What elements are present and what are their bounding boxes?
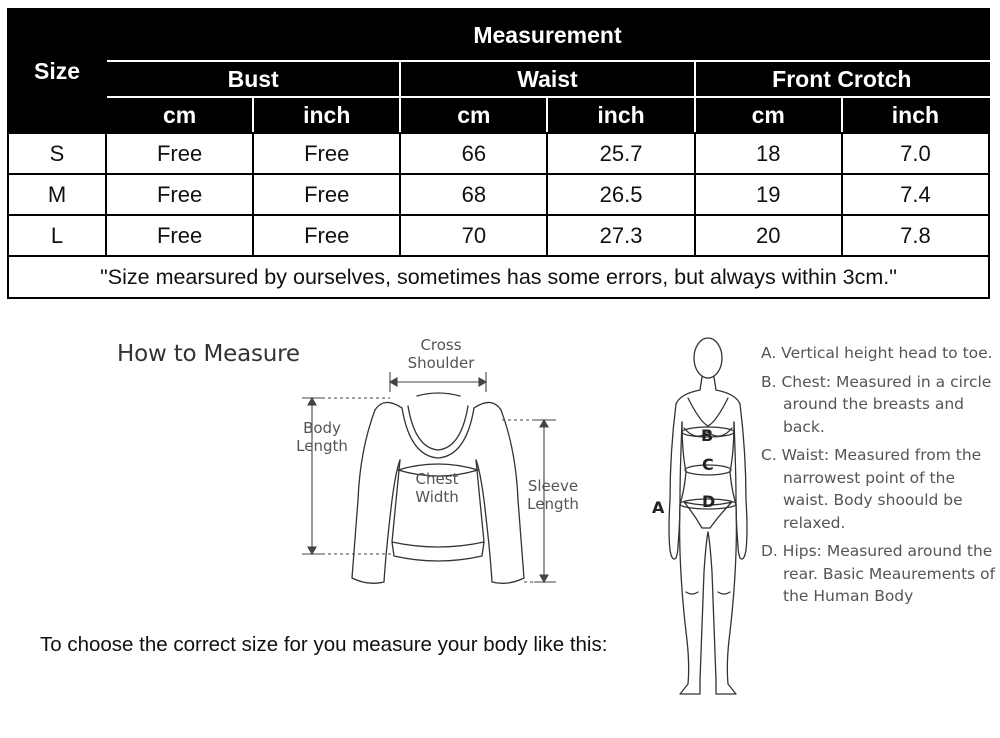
cross-shoulder-text: Cross Shoulder: [407, 336, 475, 372]
figure-letter-c: C: [702, 455, 714, 474]
sleeve-length-text: Sleeve Length: [527, 477, 579, 513]
table-cell: Free: [253, 133, 400, 174]
unit-header: inch: [547, 97, 694, 133]
sleeve-length-label: [518, 477, 588, 513]
table-cell: 19: [695, 174, 842, 215]
unit-header: cm: [106, 97, 253, 133]
figure-letter-b: B: [701, 426, 714, 445]
measurement-note: "Size mearsured by ourselves, sometimes has some errors, but always within 3cm.": [8, 256, 989, 298]
legend-item-height: A. Vertical height head to toe.: [761, 344, 993, 362]
size-column-header: Size: [8, 9, 106, 133]
table-cell: Free: [106, 174, 253, 215]
legend-item-chest: B. Chest: Measured in a circle around the breasts and back.: [761, 372, 992, 436]
measurement-header: Measurement: [106, 9, 989, 61]
table-cell: Free: [106, 215, 253, 256]
table-note-row: [8, 256, 989, 298]
table-cell: 7.8: [842, 215, 989, 256]
unit-header: cm: [400, 97, 547, 133]
size-cell: S: [8, 133, 106, 174]
table-cell: 25.7: [547, 133, 694, 174]
chest-width-text: Chest Width: [415, 470, 459, 506]
chest-width-label: [405, 470, 469, 506]
instruction-text: To choose the correct size for you measure your body like this:: [40, 633, 608, 656]
unit-header: inch: [842, 97, 989, 133]
table-cell: Free: [253, 174, 400, 215]
table-cell: 20: [695, 215, 842, 256]
figure-letter-a: A: [652, 498, 665, 517]
table-cell: Free: [106, 133, 253, 174]
body-length-label: [287, 419, 357, 455]
body-length-text: Body Length: [296, 419, 348, 455]
size-cell: M: [8, 174, 106, 215]
table-cell: 70: [400, 215, 547, 256]
table-row: [8, 174, 989, 215]
figure-letter-d: D: [702, 492, 716, 511]
size-cell: L: [8, 215, 106, 256]
table-cell: 7.0: [842, 133, 989, 174]
how-to-measure-title: How to Measure: [117, 341, 300, 367]
bust-header: Bust: [106, 61, 400, 97]
measurement-legend: [761, 342, 996, 614]
legend-item-hips: D. Hips: Measured around the rear. Basic Meaurements of the Human Body: [761, 542, 996, 605]
table-row: [8, 215, 989, 256]
table-cell: 26.5: [547, 174, 694, 215]
size-chart-table: [7, 8, 990, 299]
front-crotch-header: Front Crotch: [695, 61, 989, 97]
body-figure-diagram: [640, 332, 765, 702]
table-cell: 18: [695, 133, 842, 174]
cross-shoulder-label: [396, 336, 486, 372]
legend-item-waist: C. Waist: Measured from the narrowest point of the waist. Body shoould be relaxed.: [761, 446, 982, 532]
table-cell: 68: [400, 174, 547, 215]
waist-header: Waist: [400, 61, 694, 97]
table-cell: 66: [400, 133, 547, 174]
table-cell: Free: [253, 215, 400, 256]
unit-header: inch: [253, 97, 400, 133]
table-row: [8, 133, 989, 174]
table-cell: 7.4: [842, 174, 989, 215]
table-cell: 27.3: [547, 215, 694, 256]
unit-header: cm: [695, 97, 842, 133]
